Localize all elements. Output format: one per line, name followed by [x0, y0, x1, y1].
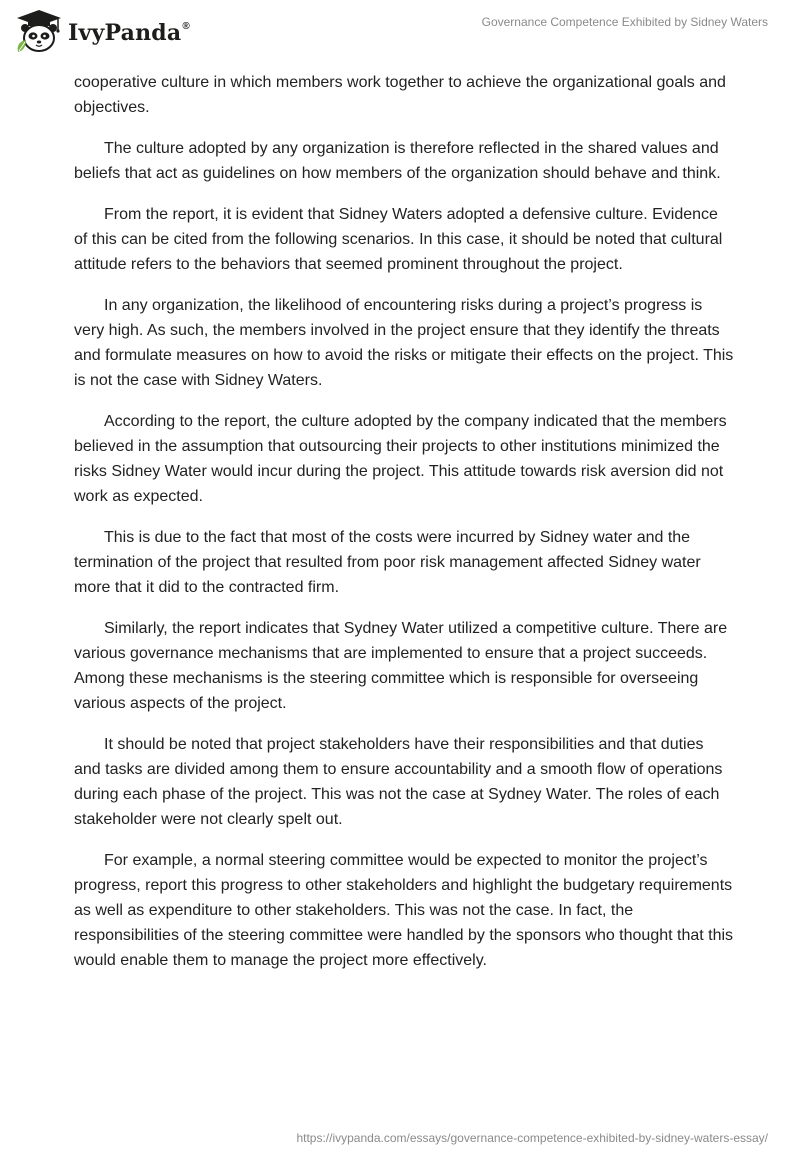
paragraph: This is due to the fact that most of the costs were incurred by Sidney water and the termination of the project that resulted from poor risk management affected Sidney water more that it did to the contracted firm. [74, 529, 701, 596]
page-header [0, 0, 800, 60]
paragraph: In any organization, the likelihood of encountering risks during a project’s progress is very high. As such, the members involved in the project ensure that they identify the threats and formulate measures on how to avoid the risks or mitigate their effects on the project. This is not the case with Sidney Waters. [74, 297, 734, 389]
document-title: Governance Competence Exhibited by Sidney Waters [481, 15, 768, 29]
paragraph: According to the report, the culture adopted by the company indicated that the members believed in the assumption that outsourcing their projects to other institutions minimized the risks Sidney Water would incur during the project. This attitude towards risk aversion did not work as expected. [74, 413, 727, 505]
paragraph: For example, a normal steering committee would be expected to monitor the project’s progress, report this progress to other stakeholders and highlight the budgetary requirements as well as expenditure to other stakeholders. This was not the case. In fact, the responsibilities of the steering committee were handled by the sponsors who thought that this would enable them to manage the project more effectively. [74, 852, 734, 969]
ivypanda-logo[interactable] [14, 8, 190, 54]
essay-body [74, 70, 734, 989]
brand-name [68, 20, 190, 46]
paragraph-continuation: cooperative culture in which members work together to achieve the organizational goals and objectives. [74, 74, 726, 116]
paragraph: Similarly, the report indicates that Sydney Water utilized a competitive culture. There are various governance mechanisms that are implemented to ensure that a project succeeds. Among these mechanisms is the steering committee which is responsible for overseeing various aspects of the project. [74, 620, 728, 712]
paragraph: It should be noted that project stakeholders have their responsibilities and that duties and tasks are divided among them to ensure accountability and a smooth flow of operations during each phase of the project. This was not the case at Sydney Water. The roles of each stakeholder were not clearly spelt out. [74, 736, 723, 828]
paragraph: From the report, it is evident that Sidney Waters adopted a defensive culture. Evidence of this can be cited from the following scenarios. In this case, it should be noted that cultural attitude refers to the behaviors that seemed prominent throughout the project. [74, 206, 723, 273]
brand-name-text: IvyPanda [68, 20, 182, 46]
source-url-link[interactable]: https://ivypanda.com/essays/governance-competence-exhibited-by-sidney-waters-essay/ [296, 1131, 768, 1145]
panda-graduate-logo-icon [14, 8, 64, 54]
registered-mark: ® [182, 20, 190, 32]
paragraph: The culture adopted by any organization is therefore reflected in the shared values and beliefs that act as guidelines on how members of the organization should behave and think. [74, 140, 721, 182]
